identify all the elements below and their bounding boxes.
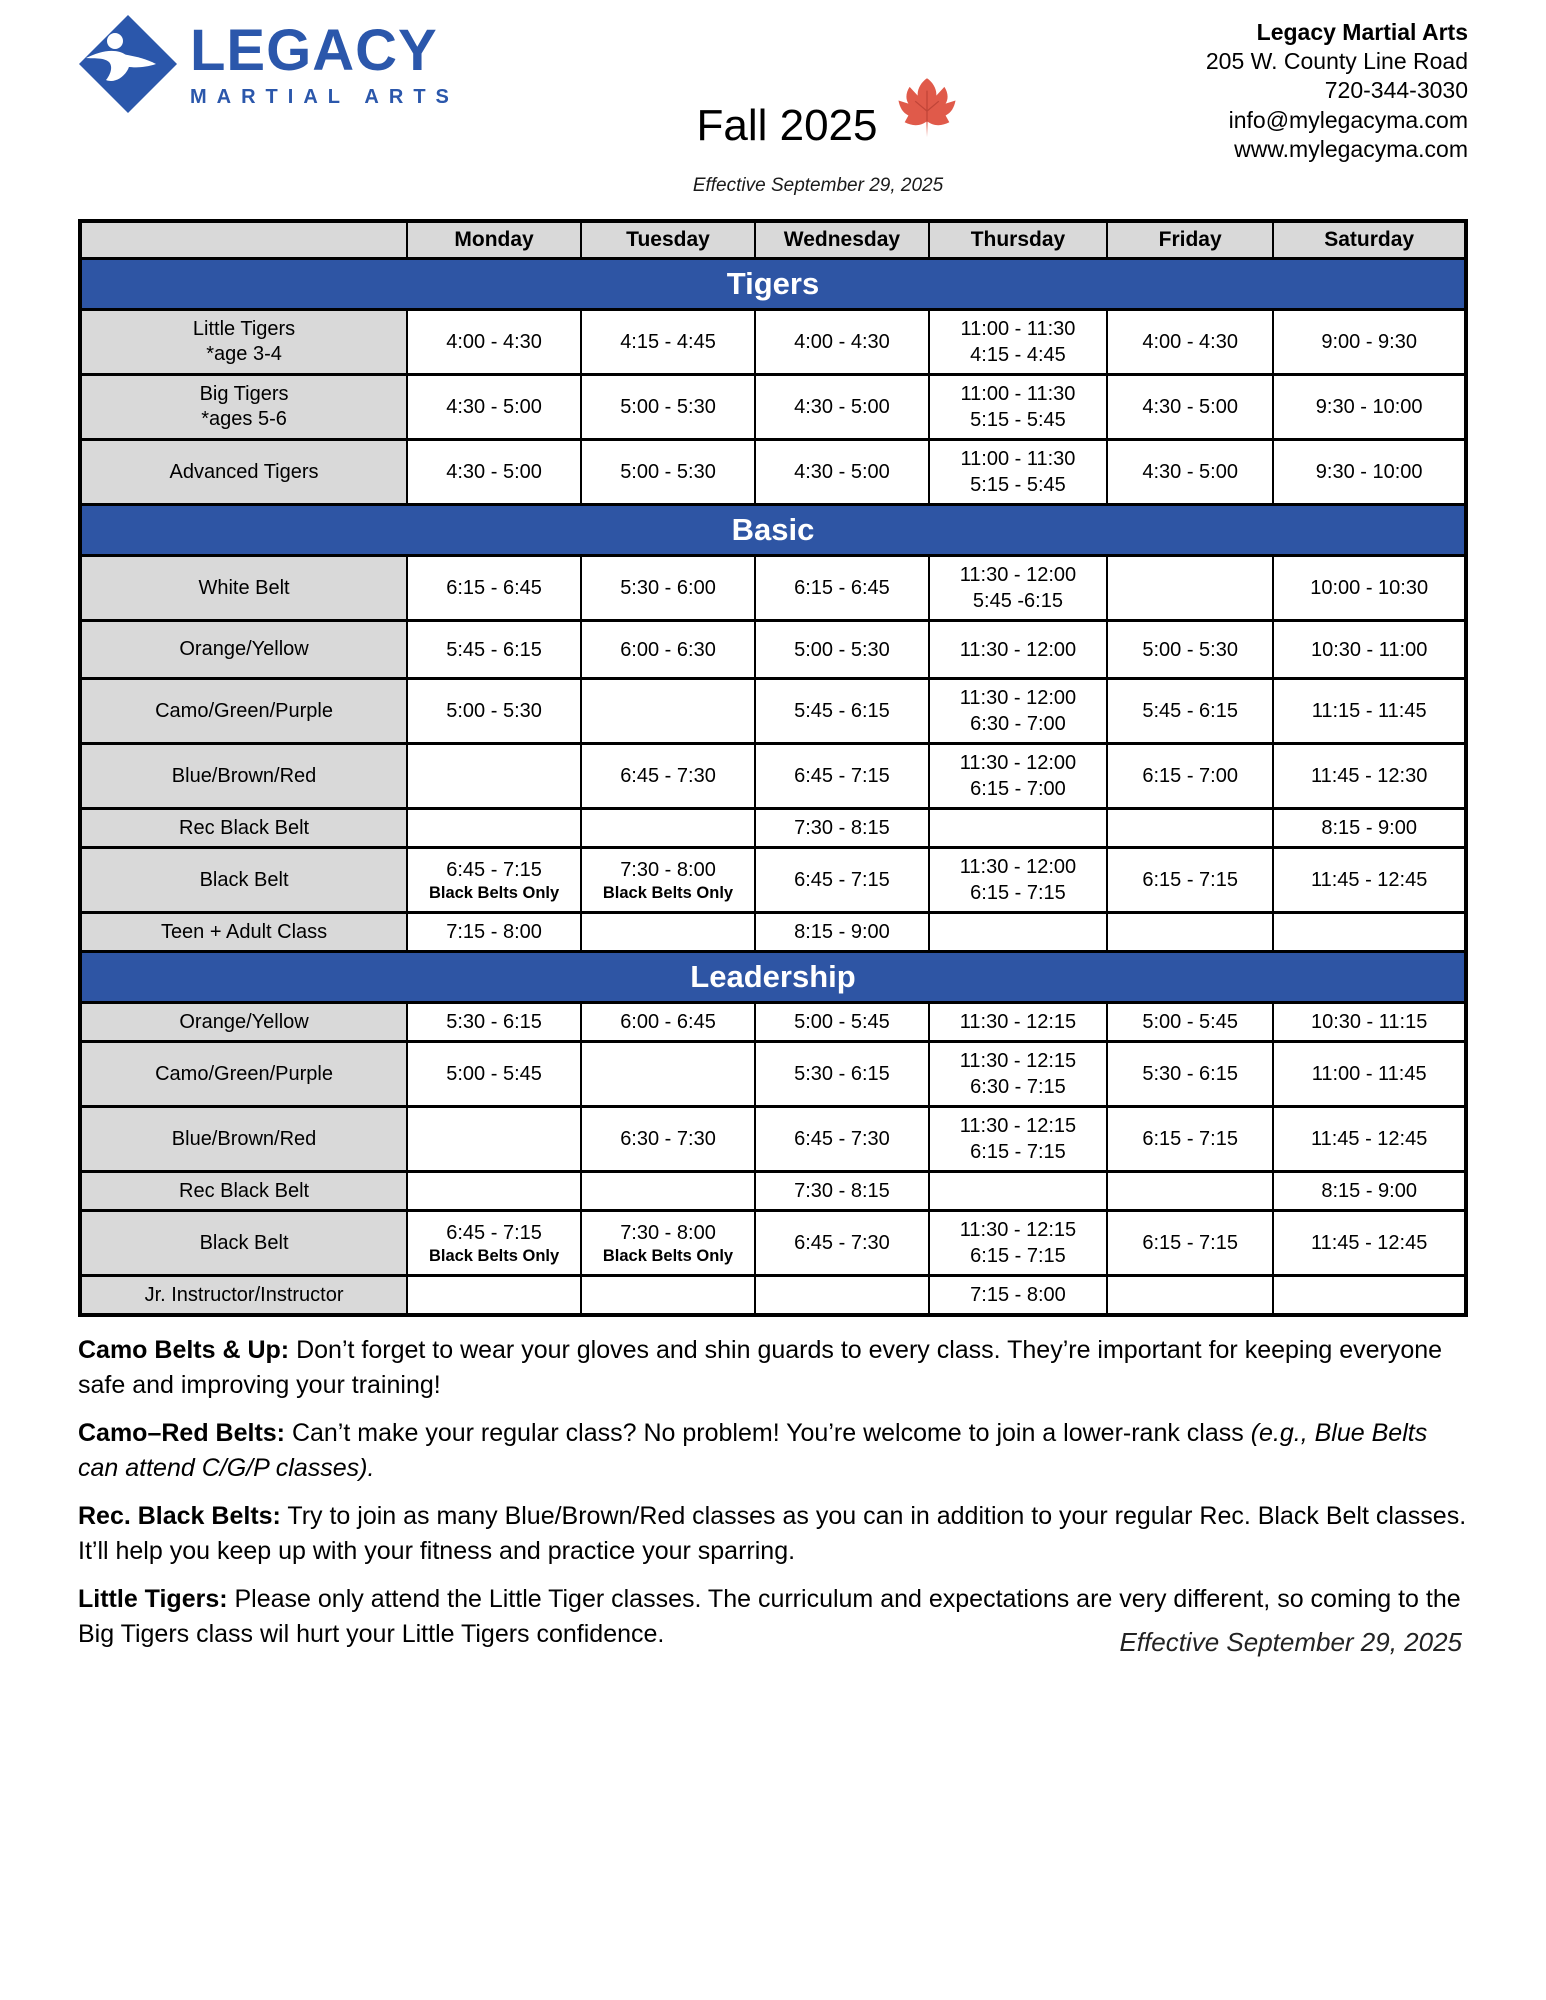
time-cell: 6:30 - 7:30 [581,1107,755,1172]
contact-address: 205 W. County Line Road [1205,48,1468,75]
time-cell: 11:30 - 12:00 6:15 - 7:00 [929,744,1107,809]
table-row [80,1107,1466,1172]
time-cell: 11:45 - 12:45 [1273,1107,1466,1172]
time-cell [929,913,1107,952]
class-label-cell: Jr. Instructor/Instructor [80,1276,407,1316]
time-cell: 6:45 - 7:15 Black Belts Only [407,1211,581,1276]
time-cell: 11:30 - 12:00 6:30 - 7:00 [929,679,1107,744]
section-banner-row [80,505,1466,556]
class-label-cell: Blue/Brown/Red [80,744,407,809]
time-cell [581,809,755,848]
time-cell: 11:45 - 12:45 [1273,1211,1466,1276]
class-label-cell: Camo/Green/Purple [80,679,407,744]
time-cell: 4:30 - 5:00 [407,375,581,440]
time-cell: 7:30 - 8:15 [755,809,929,848]
time-cell: 10:00 - 10:30 [1273,556,1466,621]
time-cell [1107,913,1273,952]
time-cell: 5:00 - 5:45 [407,1042,581,1107]
contact-phone: 720-344-3030 [1324,77,1468,104]
time-cell: 7:30 - 8:00 Black Belts Only [581,1211,755,1276]
time-cell: 6:45 - 7:30 [581,744,755,809]
time-cell [1107,809,1273,848]
time-cell [581,679,755,744]
section-banner: Leadership [80,952,1466,1003]
time-cell [755,1276,929,1316]
time-cell: 9:30 - 10:00 [1273,375,1466,440]
time-cell: 11:45 - 12:30 [1273,744,1466,809]
time-cell: 5:45 - 6:15 [407,621,581,679]
contact-website: www.mylegacyma.com [1234,135,1468,162]
time-cell: 11:30 - 12:15 6:15 - 7:15 [929,1211,1107,1276]
time-cell [1273,913,1466,952]
day-header-cell: Wednesday [755,221,929,259]
time-cell [407,744,581,809]
time-cell [1107,1276,1273,1316]
time-cell [929,1172,1107,1211]
table-row [80,848,1466,913]
title-block [478,14,1158,197]
time-cell [581,1042,755,1107]
table-row [80,556,1466,621]
section-banner-row [80,952,1466,1003]
logo-text [190,18,459,109]
class-label-cell: Rec Black Belt [80,809,407,848]
time-cell [1107,556,1273,621]
table-row [80,1003,1466,1042]
time-cell: 11:30 - 12:15 6:30 - 7:15 [929,1042,1107,1107]
class-label-cell: Black Belt [80,848,407,913]
table-row [80,809,1466,848]
time-cell: 11:30 - 12:00 [929,621,1107,679]
time-cell: 5:45 - 6:15 [1107,679,1273,744]
time-cell: 7:30 - 8:15 [755,1172,929,1211]
section-banner: Tigers [80,259,1466,310]
note-paragraph: Little Tigers: Please only attend the Little Tiger classes. The curriculum and expectations are very different, so coming to the Big Tigers class wil hurt your Little Tigers confidence. [78,1585,1461,1649]
time-cell [407,1107,581,1172]
time-cell: 11:00 - 11:30 4:15 - 4:45 [929,310,1107,375]
day-header-row [80,221,1466,259]
day-header-cell: Friday [1107,221,1273,259]
contact-name: Legacy Martial Arts [1256,19,1468,45]
time-cell: 5:00 - 5:45 [755,1003,929,1042]
note-paragraph: Camo–Red Belts: Can’t make your regular class? No problem! You’re welcome to join a lower-rank class (e.g., Blue Belts can attend C/G/P classes). [78,1419,1428,1483]
class-label-cell: Blue/Brown/Red [80,1107,407,1172]
time-cell: 11:30 - 12:15 [929,1003,1107,1042]
class-label-cell: Big Tigers *ages 5-6 [80,375,407,440]
time-cell: 5:30 - 6:15 [407,1003,581,1042]
time-cell: 6:45 - 7:30 [755,1211,929,1276]
time-cell: 5:30 - 6:00 [581,556,755,621]
time-cell: 11:30 - 12:00 6:15 - 7:15 [929,848,1107,913]
time-cell: 6:00 - 6:45 [581,1003,755,1042]
time-cell: 6:15 - 7:15 [1107,1211,1273,1276]
time-cell: 4:30 - 5:00 [1107,440,1273,505]
time-cell: 9:00 - 9:30 [1273,310,1466,375]
time-cell: 11:15 - 11:45 [1273,679,1466,744]
time-cell: 8:15 - 9:00 [755,913,929,952]
page-header [78,14,1468,197]
time-cell: 4:00 - 4:30 [407,310,581,375]
table-row [80,1276,1466,1316]
time-cell: 7:30 - 8:00 Black Belts Only [581,848,755,913]
time-cell [1107,1172,1273,1211]
logo-diamond-icon [78,14,178,114]
section-banner-row [80,259,1466,310]
footer-notes [78,1333,1468,1652]
note-paragraph: Camo Belts & Up: Don’t forget to wear your gloves and shin guards to every class. They’re important for keeping everyone safe and improving your training! [78,1336,1443,1400]
time-cell: 4:15 - 4:45 [581,310,755,375]
note-paragraph: Rec. Black Belts: Try to join as many Blue/Brown/Red classes as you can in addition to your regular Rec. Black Belt classes. It’ll help you keep up with your fitness and practice your sparring. [78,1502,1467,1566]
time-cell: 6:45 - 7:30 [755,1107,929,1172]
time-cell: 4:30 - 5:00 [755,440,929,505]
time-cell: 5:00 - 5:30 [407,679,581,744]
day-header-cell: Thursday [929,221,1107,259]
time-cell: 6:45 - 7:15 Black Belts Only [407,848,581,913]
time-cell: 7:15 - 8:00 [407,913,581,952]
table-row [80,744,1466,809]
table-row [80,310,1466,375]
table-row [80,440,1466,505]
class-label-cell: Black Belt [80,1211,407,1276]
time-cell [929,809,1107,848]
time-cell: 6:45 - 7:15 [755,744,929,809]
time-cell: 6:45 - 7:15 [755,848,929,913]
time-cell: 6:15 - 7:15 [1107,848,1273,913]
time-cell: 5:00 - 5:30 [581,440,755,505]
time-cell: 11:00 - 11:30 5:15 - 5:45 [929,375,1107,440]
class-label-cell: Teen + Adult Class [80,913,407,952]
season-title: Fall 2025 [696,101,878,150]
time-cell: 10:30 - 11:15 [1273,1003,1466,1042]
contact-email: info@mylegacyma.com [1228,106,1468,133]
table-row [80,375,1466,440]
time-cell: 9:30 - 10:00 [1273,440,1466,505]
day-header-cell: Tuesday [581,221,755,259]
contact-block [1168,18,1468,164]
brand-logo [78,14,478,114]
effective-date-note: Effective September 29, 2025 [692,174,944,196]
table-row [80,621,1466,679]
time-cell: 5:00 - 5:30 [1107,621,1273,679]
time-cell: 6:15 - 6:45 [755,556,929,621]
time-cell: 11:00 - 11:45 [1273,1042,1466,1107]
schedule-table [78,219,1468,1318]
time-cell: 8:15 - 9:00 [1273,809,1466,848]
time-cell: 5:30 - 6:15 [755,1042,929,1107]
time-cell: 11:30 - 12:00 5:45 -6:15 [929,556,1107,621]
time-cell: 10:30 - 11:00 [1273,621,1466,679]
time-cell [1273,1276,1466,1316]
time-cell [407,1276,581,1316]
time-cell: 11:30 - 12:15 6:15 - 7:15 [929,1107,1107,1172]
logo-tagline: MARTIAL ARTS [190,86,459,108]
time-cell: 5:30 - 6:15 [1107,1042,1273,1107]
time-cell: 11:45 - 12:45 [1273,848,1466,913]
time-cell: 11:00 - 11:30 5:15 - 5:45 [929,440,1107,505]
class-label-cell: Little Tigers *age 3-4 [80,310,407,375]
class-label-cell: Orange/Yellow [80,1003,407,1042]
table-row [80,1211,1466,1276]
time-cell: 5:00 - 5:30 [755,621,929,679]
time-cell [407,1172,581,1211]
corner-cell [80,221,407,259]
time-cell: 5:00 - 5:30 [581,375,755,440]
table-row [80,679,1466,744]
time-cell: 4:30 - 5:00 [407,440,581,505]
time-cell: 4:30 - 5:00 [755,375,929,440]
time-cell: 4:00 - 4:30 [755,310,929,375]
time-cell: 4:00 - 4:30 [1107,310,1273,375]
class-label-cell: Camo/Green/Purple [80,1042,407,1107]
class-label-cell: Orange/Yellow [80,621,407,679]
time-cell: 7:15 - 8:00 [929,1276,1107,1316]
class-label-cell: Advanced Tigers [80,440,407,505]
time-cell [581,1276,755,1316]
maple-leaf-icon [896,75,958,141]
effective-date-note-bottom: Effective September 29, 2025 [1119,1627,1462,1658]
logo-wordmark: LEGACY [190,18,438,83]
time-cell: 6:15 - 7:15 [1107,1107,1273,1172]
time-cell [581,1172,755,1211]
time-cell: 6:15 - 7:00 [1107,744,1273,809]
day-header-cell: Saturday [1273,221,1466,259]
time-cell: 6:00 - 6:30 [581,621,755,679]
table-row [80,1172,1466,1211]
class-label-cell: Rec Black Belt [80,1172,407,1211]
time-cell: 8:15 - 9:00 [1273,1172,1466,1211]
section-banner: Basic [80,505,1466,556]
table-row [80,913,1466,952]
table-row [80,1042,1466,1107]
time-cell: 4:30 - 5:00 [1107,375,1273,440]
time-cell: 5:00 - 5:45 [1107,1003,1273,1042]
class-label-cell: White Belt [80,556,407,621]
time-cell [407,809,581,848]
time-cell: 5:45 - 6:15 [755,679,929,744]
time-cell [581,913,755,952]
time-cell: 6:15 - 6:45 [407,556,581,621]
day-header-cell: Monday [407,221,581,259]
